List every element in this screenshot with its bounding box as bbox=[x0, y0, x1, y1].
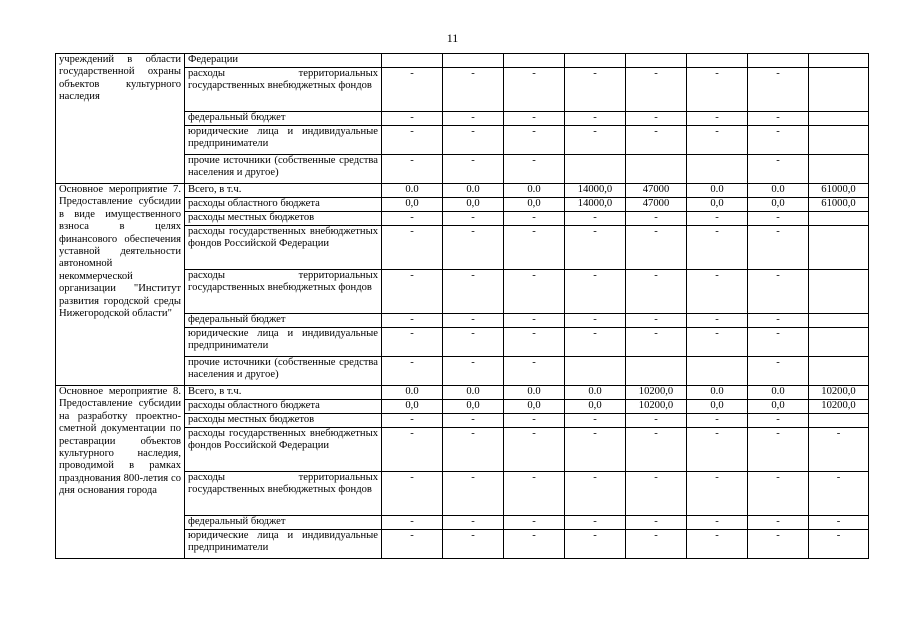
amount-cell: - bbox=[443, 530, 504, 559]
amount-cell: - bbox=[687, 314, 748, 328]
amount-cell: - bbox=[382, 270, 443, 314]
amount-cell bbox=[626, 155, 687, 184]
amount-cell: - bbox=[443, 472, 504, 516]
amount-cell: - bbox=[748, 226, 809, 270]
table-row bbox=[56, 386, 869, 400]
table-row bbox=[56, 54, 869, 68]
amount-cell: - bbox=[687, 226, 748, 270]
amount-cell: 10200,0 bbox=[809, 400, 869, 414]
amount-cell: - bbox=[382, 126, 443, 155]
amount-cell: - bbox=[504, 530, 565, 559]
amount-cell bbox=[809, 68, 869, 112]
amount-cell bbox=[809, 226, 869, 270]
amount-cell: - bbox=[687, 328, 748, 357]
amount-cell: - bbox=[504, 212, 565, 226]
amount-cell: - bbox=[626, 314, 687, 328]
amount-cell: - bbox=[382, 516, 443, 530]
amount-cell: 0.0 bbox=[443, 386, 504, 400]
amount-cell: 0.0 bbox=[748, 386, 809, 400]
amount-cell: 10200,0 bbox=[626, 386, 687, 400]
amount-cell: - bbox=[687, 212, 748, 226]
amount-cell: - bbox=[504, 270, 565, 314]
amount-cell bbox=[809, 126, 869, 155]
measure-description: Основное мероприятие 8. Предоставление субсидии на разработку проектно-сметной документации по реставрации объектов культурного наследия, проводимой в рамках празднования 800-летия со дня основания города bbox=[56, 386, 185, 559]
amount-cell: - bbox=[626, 428, 687, 472]
amount-cell: 47000 bbox=[626, 184, 687, 198]
amount-cell: - bbox=[565, 414, 626, 428]
amount-cell: - bbox=[626, 112, 687, 126]
amount-cell bbox=[504, 54, 565, 68]
amount-cell: - bbox=[504, 428, 565, 472]
amount-cell: - bbox=[443, 414, 504, 428]
amount-cell bbox=[565, 357, 626, 386]
amount-cell: - bbox=[748, 357, 809, 386]
amount-cell: 0.0 bbox=[443, 184, 504, 198]
amount-cell: 0,0 bbox=[443, 198, 504, 212]
amount-cell: - bbox=[443, 126, 504, 155]
amount-cell: 0.0 bbox=[748, 184, 809, 198]
amount-cell: - bbox=[565, 516, 626, 530]
measure-description: Основное мероприятие 7. Предоставление субсидии в виде имущественного взноса в целях финансового обеспечения уставной деятельности автономной некоммерческой организации "Институт развития городской среды Нижегородской области" bbox=[56, 184, 185, 386]
amount-cell: - bbox=[565, 68, 626, 112]
amount-cell bbox=[809, 54, 869, 68]
amount-cell: - bbox=[748, 155, 809, 184]
amount-cell: - bbox=[687, 414, 748, 428]
amount-cell: - bbox=[687, 516, 748, 530]
amount-cell: - bbox=[565, 270, 626, 314]
budget-table bbox=[55, 53, 869, 559]
amount-cell bbox=[687, 155, 748, 184]
amount-cell: - bbox=[626, 328, 687, 357]
amount-cell: - bbox=[504, 472, 565, 516]
amount-cell bbox=[809, 414, 869, 428]
amount-cell: - bbox=[504, 155, 565, 184]
page-number: 11 bbox=[446, 31, 459, 45]
table-body bbox=[56, 54, 869, 559]
funding-source: Всего, в т.ч. bbox=[185, 184, 382, 198]
amount-cell: - bbox=[504, 516, 565, 530]
funding-source: юридические лица и индивидуальные предприниматели bbox=[185, 530, 382, 559]
amount-cell: - bbox=[443, 226, 504, 270]
amount-cell: - bbox=[748, 530, 809, 559]
amount-cell: - bbox=[626, 516, 687, 530]
amount-cell: - bbox=[626, 226, 687, 270]
amount-cell: - bbox=[443, 212, 504, 226]
amount-cell: - bbox=[443, 112, 504, 126]
amount-cell: - bbox=[748, 414, 809, 428]
amount-cell: 14000,0 bbox=[565, 198, 626, 212]
amount-cell: 0.0 bbox=[382, 386, 443, 400]
amount-cell: 0,0 bbox=[687, 400, 748, 414]
amount-cell: - bbox=[809, 530, 869, 559]
amount-cell: 14000,0 bbox=[565, 184, 626, 198]
amount-cell: 0,0 bbox=[748, 198, 809, 212]
amount-cell: - bbox=[565, 472, 626, 516]
funding-source: Федерации bbox=[185, 54, 382, 68]
funding-source: расходы областного бюджета bbox=[185, 400, 382, 414]
amount-cell: - bbox=[382, 414, 443, 428]
funding-source: расходы государственных внебюджетных фондов Российской Федерации bbox=[185, 226, 382, 270]
amount-cell: - bbox=[382, 112, 443, 126]
amount-cell: - bbox=[504, 314, 565, 328]
funding-source: федеральный бюджет bbox=[185, 112, 382, 126]
amount-cell bbox=[382, 54, 443, 68]
amount-cell: - bbox=[565, 314, 626, 328]
amount-cell bbox=[809, 155, 869, 184]
amount-cell: - bbox=[748, 328, 809, 357]
amount-cell: - bbox=[626, 126, 687, 155]
amount-cell: 0.0 bbox=[565, 386, 626, 400]
amount-cell: - bbox=[382, 472, 443, 516]
amount-cell: - bbox=[382, 212, 443, 226]
amount-cell: 10200,0 bbox=[809, 386, 869, 400]
amount-cell: - bbox=[687, 428, 748, 472]
amount-cell: - bbox=[809, 516, 869, 530]
funding-source: расходы государственных внебюджетных фондов Российской Федерации bbox=[185, 428, 382, 472]
amount-cell: - bbox=[382, 428, 443, 472]
amount-cell bbox=[809, 112, 869, 126]
amount-cell: - bbox=[626, 472, 687, 516]
amount-cell: - bbox=[504, 357, 565, 386]
amount-cell: - bbox=[748, 472, 809, 516]
amount-cell: - bbox=[748, 270, 809, 314]
amount-cell bbox=[443, 54, 504, 68]
amount-cell: - bbox=[382, 357, 443, 386]
amount-cell bbox=[565, 155, 626, 184]
amount-cell: 61000,0 bbox=[809, 198, 869, 212]
amount-cell: 0.0 bbox=[504, 386, 565, 400]
amount-cell: - bbox=[504, 328, 565, 357]
amount-cell: - bbox=[504, 68, 565, 112]
amount-cell: - bbox=[565, 112, 626, 126]
amount-cell: - bbox=[687, 472, 748, 516]
funding-source: юридические лица и индивидуальные предприниматели bbox=[185, 126, 382, 155]
amount-cell: - bbox=[626, 270, 687, 314]
amount-cell: - bbox=[809, 428, 869, 472]
amount-cell: 0,0 bbox=[504, 198, 565, 212]
amount-cell: - bbox=[565, 212, 626, 226]
amount-cell bbox=[687, 357, 748, 386]
funding-source: юридические лица и индивидуальные предприниматели bbox=[185, 328, 382, 357]
amount-cell: - bbox=[443, 314, 504, 328]
amount-cell: 0.0 bbox=[687, 184, 748, 198]
amount-cell: - bbox=[565, 126, 626, 155]
amount-cell: - bbox=[687, 530, 748, 559]
amount-cell: - bbox=[382, 155, 443, 184]
amount-cell bbox=[687, 54, 748, 68]
amount-cell bbox=[565, 54, 626, 68]
amount-cell: 0.0 bbox=[504, 184, 565, 198]
amount-cell: - bbox=[565, 226, 626, 270]
amount-cell: - bbox=[504, 226, 565, 270]
funding-source: расходы территориальных государственных внебюджетных фондов bbox=[185, 270, 382, 314]
amount-cell: - bbox=[748, 314, 809, 328]
amount-cell: - bbox=[748, 212, 809, 226]
amount-cell: - bbox=[748, 68, 809, 112]
amount-cell: - bbox=[443, 155, 504, 184]
amount-cell: - bbox=[443, 68, 504, 112]
measure-description: учреждений в области государственной охраны объектов культурного наследия bbox=[56, 54, 185, 184]
funding-source: расходы местных бюджетов bbox=[185, 212, 382, 226]
amount-cell: 0,0 bbox=[382, 400, 443, 414]
amount-cell: - bbox=[443, 357, 504, 386]
amount-cell: - bbox=[687, 270, 748, 314]
amount-cell: 0,0 bbox=[382, 198, 443, 212]
amount-cell: - bbox=[382, 530, 443, 559]
funding-source: расходы территориальных государственных внебюджетных фондов bbox=[185, 68, 382, 112]
amount-cell: 0,0 bbox=[504, 400, 565, 414]
amount-cell: - bbox=[443, 516, 504, 530]
amount-cell: - bbox=[382, 226, 443, 270]
funding-source: расходы областного бюджета bbox=[185, 198, 382, 212]
funding-source: федеральный бюджет bbox=[185, 516, 382, 530]
amount-cell: - bbox=[443, 270, 504, 314]
amount-cell: - bbox=[382, 68, 443, 112]
amount-cell: - bbox=[687, 112, 748, 126]
amount-cell: - bbox=[626, 414, 687, 428]
funding-source: федеральный бюджет bbox=[185, 314, 382, 328]
table-row bbox=[56, 184, 869, 198]
funding-source: прочие источники (собственные средства населения и другое) bbox=[185, 357, 382, 386]
amount-cell: - bbox=[443, 328, 504, 357]
amount-cell: - bbox=[565, 328, 626, 357]
amount-cell bbox=[748, 54, 809, 68]
amount-cell: 0,0 bbox=[748, 400, 809, 414]
amount-cell: - bbox=[687, 126, 748, 155]
amount-cell: - bbox=[687, 68, 748, 112]
amount-cell: - bbox=[565, 428, 626, 472]
amount-cell: - bbox=[748, 126, 809, 155]
amount-cell: - bbox=[382, 314, 443, 328]
amount-cell: 0,0 bbox=[565, 400, 626, 414]
amount-cell: - bbox=[565, 530, 626, 559]
amount-cell: 0,0 bbox=[687, 198, 748, 212]
amount-cell: - bbox=[748, 428, 809, 472]
amount-cell bbox=[809, 212, 869, 226]
amount-cell bbox=[626, 357, 687, 386]
funding-source: прочие источники (собственные средства населения и другое) bbox=[185, 155, 382, 184]
amount-cell: 61000,0 bbox=[809, 184, 869, 198]
amount-cell: - bbox=[504, 414, 565, 428]
amount-cell: 0,0 bbox=[443, 400, 504, 414]
amount-cell bbox=[626, 54, 687, 68]
amount-cell bbox=[809, 270, 869, 314]
amount-cell: - bbox=[504, 112, 565, 126]
funding-source: расходы территориальных государственных внебюджетных фондов bbox=[185, 472, 382, 516]
amount-cell: 0.0 bbox=[382, 184, 443, 198]
amount-cell: - bbox=[443, 428, 504, 472]
amount-cell: - bbox=[626, 212, 687, 226]
amount-cell: - bbox=[748, 112, 809, 126]
amount-cell: 10200,0 bbox=[626, 400, 687, 414]
amount-cell: - bbox=[626, 530, 687, 559]
amount-cell: - bbox=[809, 472, 869, 516]
amount-cell bbox=[809, 357, 869, 386]
amount-cell bbox=[809, 314, 869, 328]
amount-cell: - bbox=[626, 68, 687, 112]
amount-cell: - bbox=[382, 328, 443, 357]
amount-cell: 47000 bbox=[626, 198, 687, 212]
funding-source: Всего, в т.ч. bbox=[185, 386, 382, 400]
amount-cell: 0.0 bbox=[687, 386, 748, 400]
funding-source: расходы местных бюджетов bbox=[185, 414, 382, 428]
amount-cell: - bbox=[748, 516, 809, 530]
amount-cell: - bbox=[504, 126, 565, 155]
amount-cell bbox=[809, 328, 869, 357]
